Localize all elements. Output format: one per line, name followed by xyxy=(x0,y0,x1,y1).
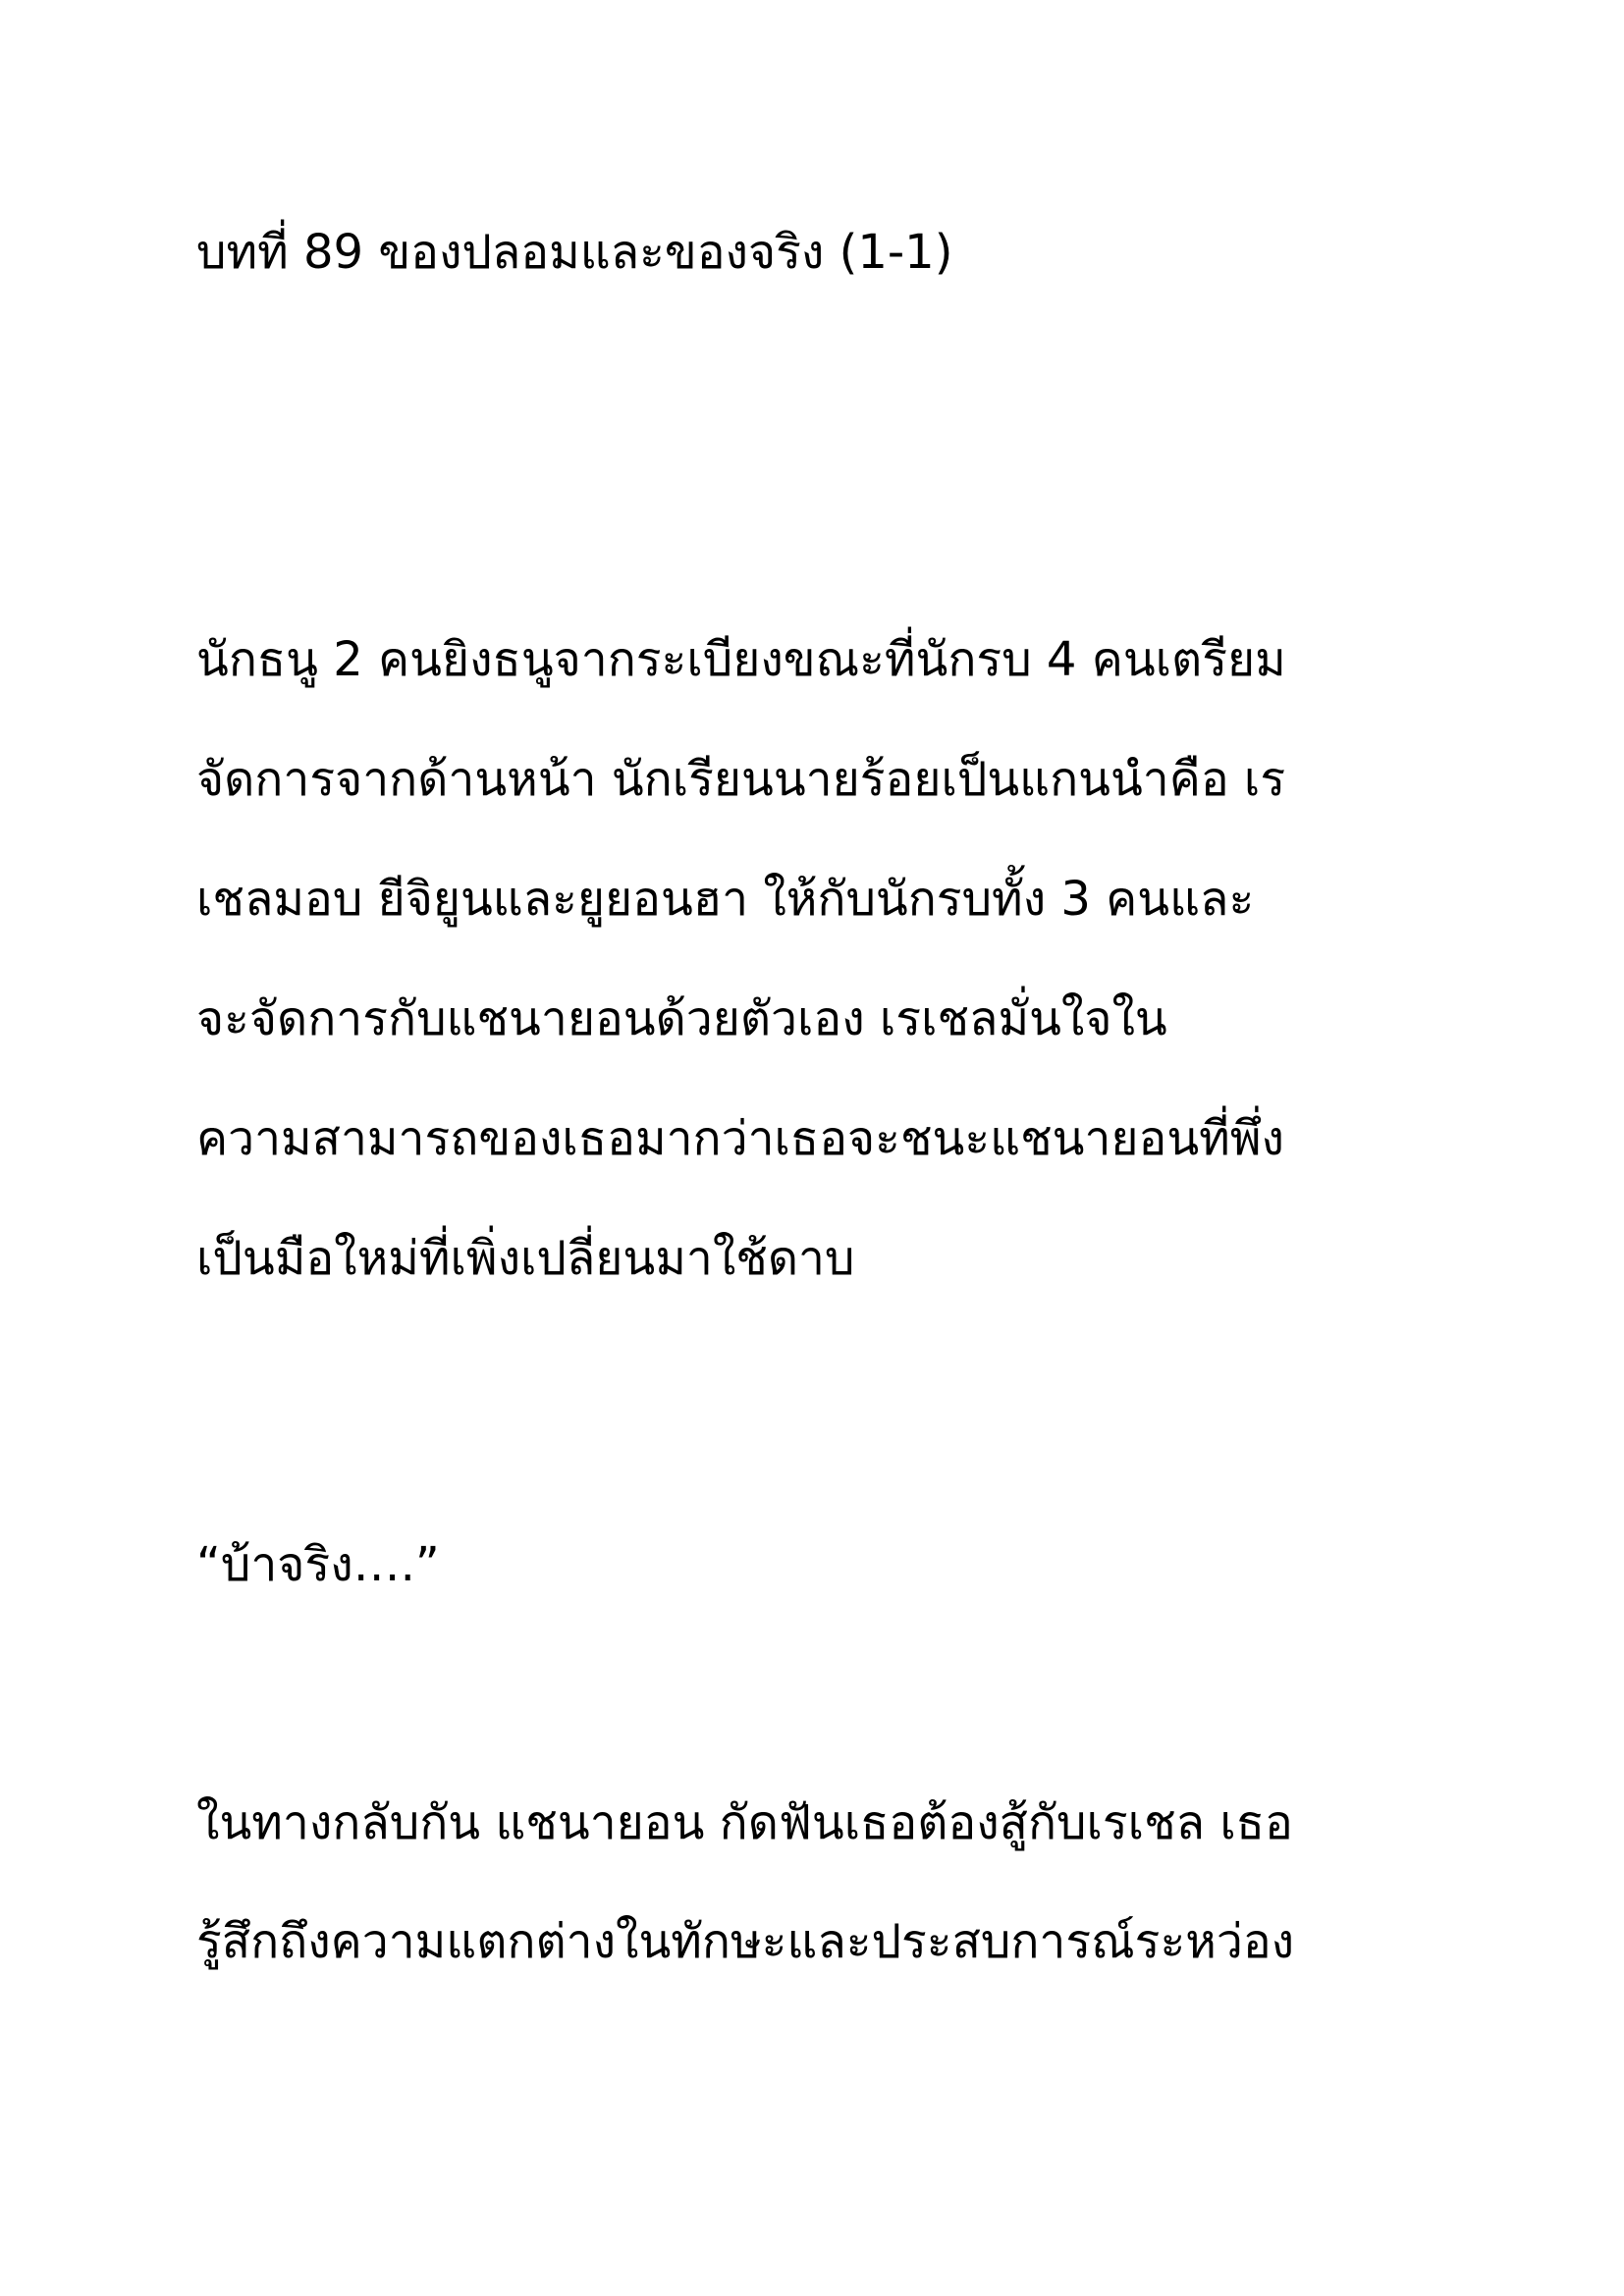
paragraph-line: รู้สึกถึงความแตกต่างในทักษะและประสบการณ์ระหว่อง xyxy=(196,1914,1295,1969)
paragraph-line: นักธนู 2 คนยิงธนูจากระเบียงขณะที่นักรบ 4 คนเตรียม xyxy=(196,632,1286,687)
paragraph-line: เชลมอบ ยีจิยูนและยูยอนฮา ให้กับนักรบทั้ง 3 คนและ xyxy=(196,872,1255,927)
paragraph-line: จะจัดการกับแชนายอนด้วยตัวเอง เรเชลมั่นใจใน xyxy=(196,991,1167,1046)
paragraph-line: ในทางกลับกัน แชนายอน กัดฟันเธอต้องสู้กับเรเชล เธอ xyxy=(196,1795,1293,1850)
paragraph-line: ความสามารถของเธอมากว่าเธอจะชนะแชนายอนที่พึ่ง xyxy=(196,1111,1284,1166)
paragraph-line: จัดการจากด้านหน้า นักเรียนนายร้อยเป็นแกนนำคือ เร xyxy=(196,752,1286,807)
paragraph-line: เป็นมือใหม่ที่เพิ่งเปลี่ยนมาใช้ดาบ xyxy=(196,1231,855,1286)
dialogue-quote: “บ้าจริง….” xyxy=(196,1537,440,1592)
chapter-title: บทที่ 89 ของปลอมและของจริง (1-1) xyxy=(196,225,953,280)
